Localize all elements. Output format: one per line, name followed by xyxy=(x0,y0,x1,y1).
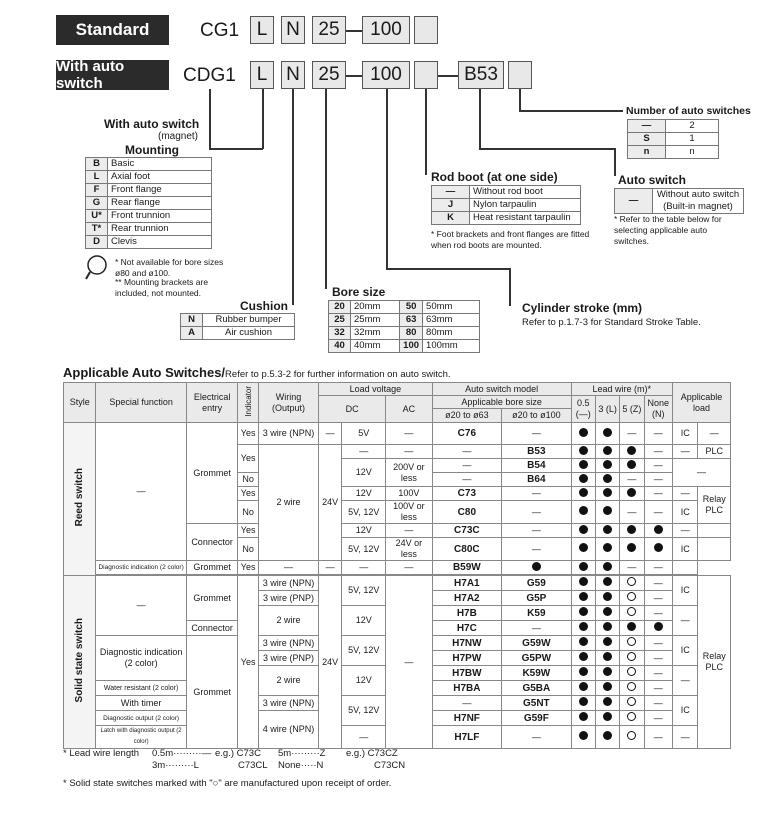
cushion-title: Cushion xyxy=(240,299,288,313)
footnote-ex3a: 5m·········Z xyxy=(278,748,326,759)
stroke-note: Refer to p.1.7-3 for Standard Stroke Table. xyxy=(522,317,701,328)
std-code: CG1 xyxy=(200,20,240,41)
box-count xyxy=(508,61,532,89)
footnote-ex2b: C73CL xyxy=(238,760,268,771)
auto-switch-table-main: Style Special function Electrical entry Indicator Wiring (Output) Load voltage Auto switch model Lead wire (m)* Applicable load DC AC Applicable bore size 0.5 (—) 3 (L) 5 (Z) None (N) ø20 to ø63 ø20 to ø100 Reed switch — Grommet Yes 3 wire (NPN) — 5V — C76 — — — IC — Yes 2 wire 24V — — — B53 — — PLC 12V 200V or less — B54 — — No — B64 — — Yes 12V 100V C73 — — — Relay PLC No 5V, 12V 100V or less C80 — — — IC Connector Yes 12V — C73C — — No 5V, 12V 24V or less C80C — IC Diagnostic indication (2 color) Grommet Yes — — — — B59W — — Solid state switch — Grommet Yes 3 wire (NPN) 24V 5V, 12V — H7A1 G59 — IC Relay PLC 3 wire (PNP) H7A2 G5P — 2 wire 12V H7B K59 — — Connector H7C — Diagnostic indication (2 color) Grommet 3 wire (NPN) 5V, 12V H7NW G59W — IC 3 wire (PNP) H7PW G5PW — 2 wire 12V H7BW K59W — — Water resistant (2 color) H7BA G5BA — With timer 3 wire (NPN) 5V, 12V — G5NT — IC Diagnostic output (2 color) 4 wire (NPN) H7NF G59F — Latch with diagnostic output (2 color) — H7LF — — — xyxy=(63,382,731,749)
box-boot xyxy=(414,16,438,44)
box-bore: 25 xyxy=(312,16,346,44)
num-switches-title: Number of auto switches xyxy=(626,105,751,117)
box-mount-2: L xyxy=(250,61,274,89)
footnote-ex4a: e.g.) C73CZ xyxy=(346,748,398,759)
auto-switch-tag: With auto switch xyxy=(56,60,169,90)
box-cushion-2: N xyxy=(281,61,305,89)
num-switches-table: — 2 S 1 n n xyxy=(627,119,719,159)
bore-table: 20 20mm 50 50mm 25 25mm 63 63mm 32 32mm 80 80mm 40 40mm 100 100mm xyxy=(328,300,480,353)
mounting-note-2: ** Mounting brackets are included, not mounted. xyxy=(115,277,209,298)
bore-title: Bore size xyxy=(332,285,386,299)
mounting-table: B Basic L Axial foot F Front flange G Rear flange U* Front trunnion T* Rear trunnion D Clevis xyxy=(85,157,212,249)
table-title: Applicable Auto Switches/Refer to p.5.3-2 for further information on auto switch. xyxy=(63,365,451,380)
footnote-ex1a: 0.5m·········— xyxy=(152,748,212,759)
box-cushion: N xyxy=(281,16,305,44)
footnote-ex4b: C73CN xyxy=(374,760,406,771)
rod-boot-title: Rod boot (at one side) xyxy=(431,170,558,184)
footnote-ex2a: e.g.) C73C xyxy=(215,748,261,759)
stroke-title: Cylinder stroke (mm) xyxy=(522,301,643,315)
standard-tag: Standard xyxy=(56,15,169,45)
rod-boot-note: * Foot brackets and front flanges are fitted when rod boots are mounted. xyxy=(431,229,590,250)
box-bore-2: 25 xyxy=(312,61,346,89)
auto-switch-table: — Without auto switch (Built-in magnet) xyxy=(614,188,744,214)
box-switch: B53 xyxy=(458,61,504,89)
auto-code: CDG1 xyxy=(183,65,236,86)
footnote-lead: * Lead wire length xyxy=(63,748,140,759)
with-auto-switch-label: With auto switch xyxy=(104,117,200,131)
footnote-ex3b: None·····N xyxy=(278,760,324,771)
auto-switch-note: * Refer to the table below for selecting applicable auto switches. xyxy=(614,214,722,246)
footnote-ex1b: 3m·········L xyxy=(152,760,199,771)
magnifier-icon xyxy=(84,254,110,282)
box-stroke: 100 xyxy=(362,16,410,44)
magnet-label: (magnet) xyxy=(158,131,199,142)
rod-boot-table: — Without rod boot J Nylon tarpaulin K Heat resistant tarpaulin xyxy=(431,185,581,225)
box-boot-2 xyxy=(414,61,438,89)
cushion-table: N Rubber bumper A Air cushion xyxy=(180,313,295,340)
footnote-solid: * Solid state switches marked with "○" are manufactured upon receipt of order. xyxy=(63,778,392,789)
mounting-title: Mounting xyxy=(125,143,179,157)
box-mount: L xyxy=(250,16,274,44)
mounting-note-1: * Not available for bore sizes ø80 and ø100. xyxy=(115,257,224,278)
box-stroke-2: 100 xyxy=(362,61,410,89)
auto-switch-title: Auto switch xyxy=(618,173,686,187)
